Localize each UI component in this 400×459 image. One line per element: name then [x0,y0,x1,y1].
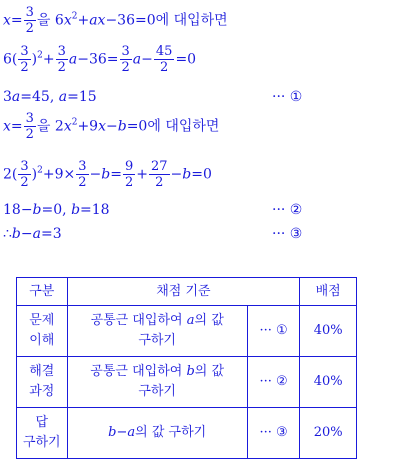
scoring-table [16,277,357,459]
row-points: 20% [300,408,357,459]
table-row [17,408,357,459]
row-mark: ··· ③ [247,408,300,459]
solution-line-3: 3a=45, a=15 [3,89,97,105]
row-category: 해결 과정 [17,357,68,408]
solution-line-5: 2( $\frac{3}{2}$ )$^2$+9× $\frac{3}{2}$ −b= $\frac{9}{2}$ + $\frac{27}{2}$ −b=0 [3,159,212,190]
step-mark-2: ··· ② [272,202,303,218]
row-category: 문제 이해 [17,306,68,357]
solution-line-2: 6( $\frac{3}{2}$ )$^2$+ $\frac{3}{2}$ a−36= $\frac{3}{2}$ a− $\frac{45}{2}$ =0 [3,44,197,75]
solution-line-4: x= $\frac{3}{2}$ 을 $2x^2+9x-b=0$에 대입하면 [3,111,220,142]
header-criteria: 채점 기준 [67,278,300,306]
solution-line-6: 18−b=0, b=18 [3,202,110,218]
row-criteria: 공통근 대입하여 a의 값 구하기 [67,306,247,357]
row-criteria: 공통근 대입하여 b의 값 구하기 [67,357,247,408]
row-points: 40% [300,357,357,408]
solution-line-7: ∴b−a=3 [3,226,62,242]
row-category: 답 구하기 [17,408,68,459]
step-mark-1: ··· ① [272,89,303,105]
solution-line-1: x= $\frac{3}{2}$ 을 $6x^2+ax-36=0$에 대입하면 [3,5,228,36]
table-header-row [17,278,357,306]
row-criteria: b−a의 값 구하기 [67,408,247,459]
header-category: 구분 [17,278,68,306]
row-mark: ··· ② [247,357,300,408]
row-mark: ··· ① [247,306,300,357]
row-points: 40% [300,306,357,357]
table-row [17,357,357,408]
header-points: 배점 [300,278,357,306]
fraction: $\frac{3}{2}$ [25,5,34,36]
step-mark-3: ··· ③ [272,226,303,242]
table-row [17,306,357,357]
